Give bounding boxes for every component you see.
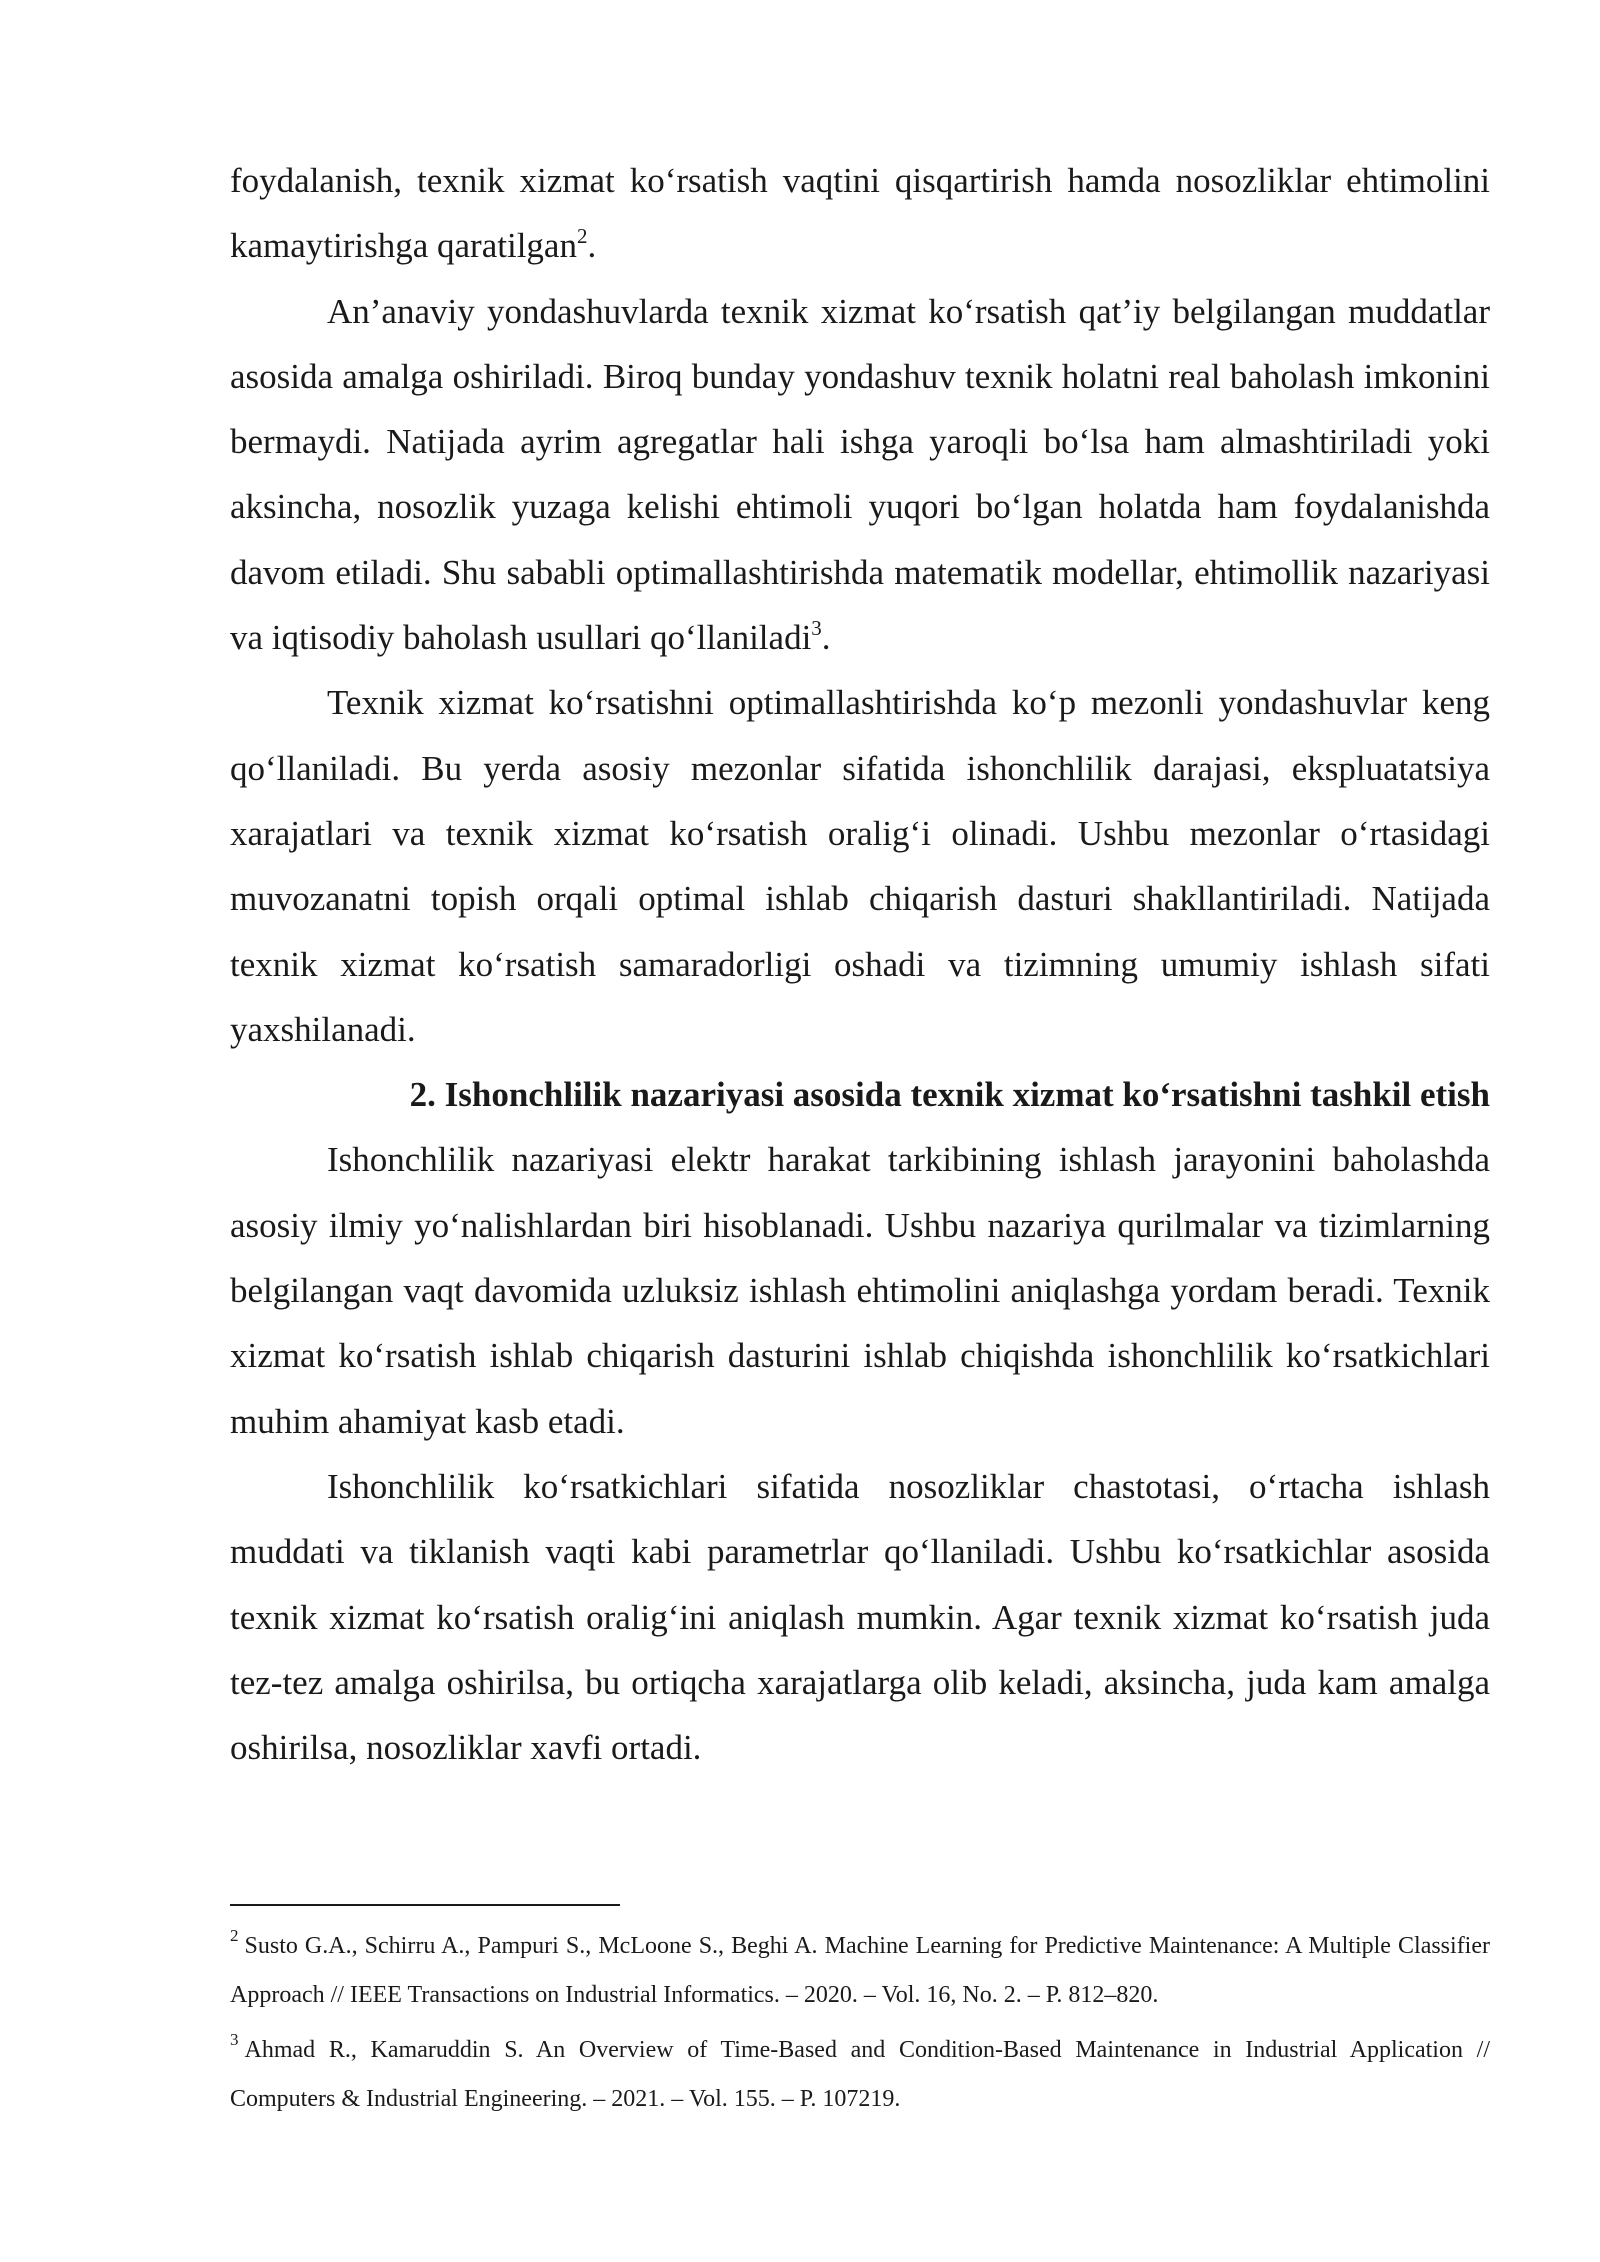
- footnote-text: Susto G.A., Schirru A., Pampuri S., McLoone S., Beghi A. Machine Learning for Predictive Maintenance: A Multiple Classifier Approach // IEEE Transactions on Industrial Informatics. – 2020. – Vol. 16, No. 2. – P. 812–820.: [230, 1933, 1490, 2008]
- footnote-ref-2[interactable]: 2: [576, 224, 588, 249]
- footnote-text: Ahmad R., Kamaruddin S. An Overview of Time-Based and Condition-Based Maintenance in Industrial Application // Computers & Industrial Engineering. – 2021. – Vol. 155. – P. 107219.: [230, 2037, 1490, 2112]
- footnote-separator: [230, 1904, 620, 1906]
- paragraph-5: [230, 1454, 1490, 1780]
- paragraph-4-text: Ishonchlilik nazariyasi elektr harakat tarkibining ishlash jarayonini baholashda asosiy ilmiy yo‘nalishlardan biri hisoblanadi. Ushbu nazariya qurilmalar va tizimlarning belgilangan vaqt davomida uzluksiz ishlash ehtimolini aniqlashga yordam beradi. Texnik xizmat ko‘rsatish ishlab chiqarish dasturini ishlab chiqishda ishonchlilik ko‘rsatkichlari muhim ahamiyat kasb etadi.: [230, 1140, 1490, 1441]
- paragraph-4: [230, 1127, 1490, 1453]
- footnote-ref-3[interactable]: 3: [811, 616, 822, 641]
- footnotes: [230, 1922, 1490, 2130]
- section-heading: 2. Ishonchlilik nazariyasi asosida texnik xizmat ko‘rsatishni tashkil etish: [409, 1075, 1490, 1115]
- footnote-number: 2: [230, 1926, 239, 1945]
- footnote-number: 3: [230, 2030, 239, 2049]
- paragraph-3: [230, 670, 1490, 1062]
- paragraph-1-tail: .: [587, 226, 597, 266]
- document-body: [230, 148, 1490, 1780]
- paragraph-2: [230, 279, 1490, 671]
- footnote-3: [230, 2026, 1490, 2124]
- paragraph-3-text: Texnik xizmat ko‘rsatishni optimallashtirishda ko‘p mezonli yondashuvlar keng qo‘llaniladi. Bu yerda asosiy mezonlar sifatida ishonchlilik darajasi, ekspluatatsiya xarajatlari va texnik xizmat ko‘rsatish oralig‘i olinadi. Ushbu mezonlar o‘rtasidagi muvozanatni topish orqali optimal ishlab chiqarish dasturi shakllantiriladi. Natijada texnik xizmat ko‘rsatish samaradorligi oshadi va tizimning umumiy ishlash sifati yaxshilanadi.: [230, 683, 1490, 1049]
- paragraph-1-text: foydalanish, texnik xizmat ko‘rsatish vaqtini qisqartirish hamda nosozliklar ehtimolini kamaytirishga qaratilgan: [230, 161, 1490, 266]
- paragraph-5-text: Ishonchlilik ko‘rsatkichlari sifatida nosozliklar chastotasi, o‘rtacha ishlash muddati va tiklanish vaqti kabi parametrlar qo‘llaniladi. Ushbu ko‘rsatkichlar asosida texnik xizmat ko‘rsatish oralig‘ini aniqlash mumkin. Agar texnik xizmat ko‘rsatish juda tez-tez amalga oshirilsa, bu ortiqcha xarajatlarga olib keladi, aksincha, juda kam amalga oshirilsa, nosozliklar xavfi ortadi.: [230, 1466, 1490, 1768]
- footnote-2: [230, 1922, 1490, 2020]
- paragraph-1: [230, 148, 1490, 279]
- paragraph-2-tail: .: [821, 618, 831, 658]
- paragraph-2-text: An’anaviy yondashuvlarda texnik xizmat ko‘rsatish qat’iy belgilangan muddatlar asosida amalga oshiriladi. Biroq bunday yondashuv texnik holatni real baholash imkonini bermaydi. Natijada ayrim agregatlar hali ishga yaroqli bo‘lsa ham almashtiriladi yoki aksincha, nosozlik yuzaga kelishi ehtimoli yuqori bo‘lgan holatda ham foydalanishda davom etiladi. Shu sababli optimallashtirishda matematik modellar, ehtimollik nazariyasi va iqtisodiy baholash usullari qo‘llaniladi: [230, 291, 1490, 658]
